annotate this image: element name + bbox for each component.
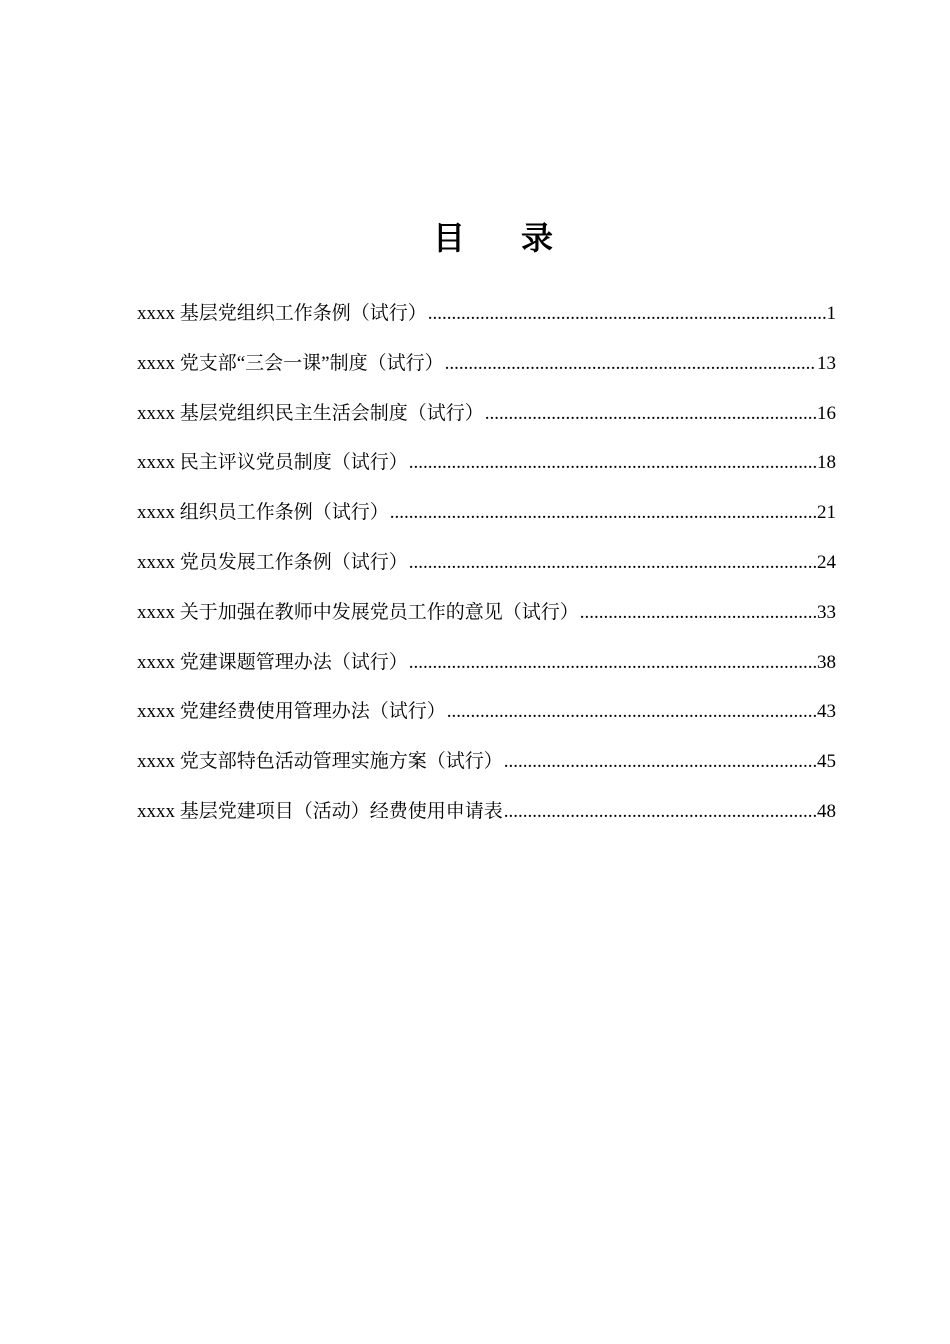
dot-leader bbox=[409, 646, 816, 680]
toc-entry-page-number: 33 bbox=[817, 601, 836, 623]
dot-leader bbox=[390, 496, 816, 530]
toc-entry[interactable] bbox=[137, 446, 836, 496]
toc-entry[interactable] bbox=[137, 397, 836, 447]
dot-leader bbox=[445, 347, 816, 381]
toc-entry[interactable] bbox=[137, 596, 836, 646]
toc-entry-title: xxxx 党员发展工作条例（试行） bbox=[137, 551, 408, 573]
toc-entry-page-number: 1 bbox=[826, 303, 836, 324]
toc-entry-title: xxxx 组织员工作条例（试行） bbox=[137, 502, 389, 524]
toc-entry-page-number: 38 bbox=[817, 651, 836, 673]
toc-entry-title: xxxx 党支部特色活动管理实施方案（试行） bbox=[137, 751, 503, 773]
toc-entry[interactable] bbox=[137, 745, 836, 795]
toc-entry-page-number: 48 bbox=[817, 800, 836, 822]
toc-heading-char-2: 录 bbox=[521, 219, 554, 257]
toc-entry-page-number: 43 bbox=[817, 701, 836, 723]
dot-leader bbox=[447, 695, 816, 729]
toc-entry-title: xxxx 党建经费使用管理办法（试行） bbox=[137, 701, 446, 723]
toc-entry-page-number: 13 bbox=[817, 352, 836, 374]
dot-leader bbox=[504, 745, 816, 779]
dot-leader bbox=[409, 546, 816, 580]
toc-entry-title: xxxx 基层党组织民主生活会制度（试行） bbox=[137, 402, 484, 424]
toc-entry-title: xxxx 党支部“三会一课”制度（试行） bbox=[137, 352, 444, 374]
toc-entry[interactable] bbox=[137, 347, 836, 397]
dot-leader bbox=[504, 795, 816, 829]
toc-heading-char-1: 目 bbox=[432, 219, 465, 257]
toc-entry[interactable] bbox=[137, 695, 836, 745]
toc-entry[interactable] bbox=[137, 546, 836, 596]
table-of-contents bbox=[137, 297, 836, 845]
toc-entry-title: xxxx 民主评议党员制度（试行） bbox=[137, 452, 408, 474]
toc-entry-page-number: 45 bbox=[817, 751, 836, 773]
toc-entry[interactable] bbox=[137, 496, 836, 546]
dot-leader bbox=[428, 297, 826, 331]
toc-heading bbox=[0, 214, 950, 262]
dot-leader bbox=[580, 596, 816, 630]
toc-entry[interactable] bbox=[137, 297, 836, 347]
toc-entry-title: xxxx 党建课题管理办法（试行） bbox=[137, 651, 408, 673]
toc-entry-title: xxxx 基层党建项目（活动）经费使用申请表 bbox=[137, 800, 503, 822]
toc-entry-title: xxxx 基层党组织工作条例（试行） bbox=[137, 303, 427, 324]
toc-entry-page-number: 16 bbox=[817, 402, 836, 424]
toc-entry-page-number: 21 bbox=[817, 502, 836, 524]
dot-leader bbox=[409, 446, 816, 480]
dot-leader bbox=[485, 397, 816, 431]
toc-entry-title: xxxx 关于加强在教师中发展党员工作的意见（试行） bbox=[137, 601, 579, 623]
toc-entry[interactable] bbox=[137, 646, 836, 696]
toc-entry-page-number: 24 bbox=[817, 551, 836, 573]
toc-entry-page-number: 18 bbox=[817, 452, 836, 474]
toc-entry[interactable] bbox=[137, 795, 836, 845]
